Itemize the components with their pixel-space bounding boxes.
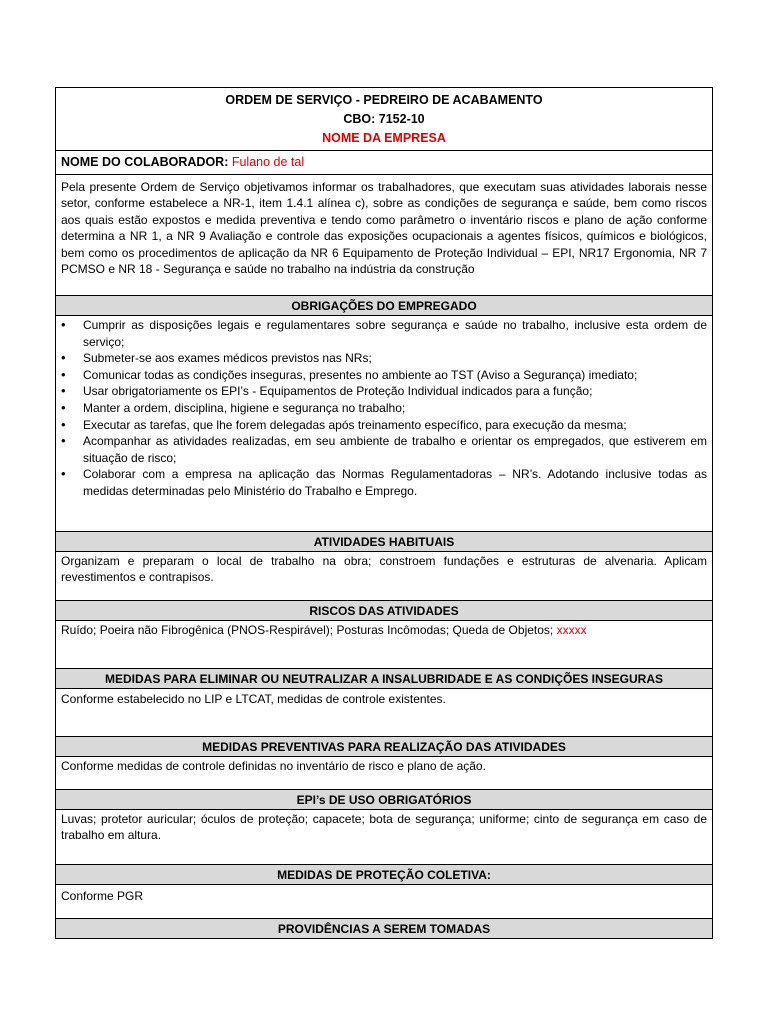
collaborator-row <box>55 150 713 174</box>
collaborator-name: Fulano de tal <box>231 155 305 169</box>
list-item: • Acompanhar as atividades realizadas, em seu ambiente de trabalho e orientar os empregados, que estiverem em situação de risco; <box>83 433 707 466</box>
epi-heading: EPI’s DE USO OBRIGATÓRIOS <box>55 789 713 809</box>
activities-heading: ATIVIDADES HABITUAIS <box>55 531 713 551</box>
company-name: NOME DA EMPRESA <box>322 131 446 145</box>
risks-extra: xxxxx <box>556 623 587 637</box>
service-order-document <box>55 87 713 939</box>
list-item: • Cumprir as disposições legais e regulamentares sobre segurança e saúde no trabalho, inclusive esta ordem de serviço; <box>83 317 707 350</box>
document-header <box>55 87 713 150</box>
list-item: • Submeter-se aos exames médicos previstos nas NRs; <box>83 350 707 367</box>
risks-text: Ruído; Poeira não Fibrogênica (PNOS-Respirável); Posturas Incômodas; Queda de Objetos; <box>61 623 554 637</box>
document-title: ORDEM DE SERVIÇO - PEDREIRO DE ACABAMENTO <box>225 93 543 107</box>
eliminate-measures-text: Conforme estabelecido no LIP e LTCAT, medidas de controle existentes. <box>55 688 713 736</box>
eliminate-measures-heading: MEDIDAS PARA ELIMINAR OU NEUTRALIZAR A INSALUBRIDADE E AS CONDIÇÕES INSEGURAS <box>55 668 713 688</box>
list-item: • Comunicar todas as condições inseguras, presentes no ambiente ao TST (Aviso a Segurança) imediato; <box>83 367 707 384</box>
list-item: • Manter a ordem, disciplina, higiene e segurança no trabalho; <box>83 400 707 417</box>
obligations-heading: OBRIGAÇÕES DO EMPREGADO <box>55 295 713 315</box>
epi-text: Luvas; protetor auricular; óculos de proteção; capacete; bota de segurança; uniforme; cinto de segurança em caso de trabalho em altura. <box>55 809 713 864</box>
list-item: • Usar obrigatoriamente os EPI’s - Equipamentos de Proteção Individual indicados para a função; <box>83 383 707 400</box>
list-item: • Colaborar com a empresa na aplicação das Normas Regulamentadoras – NR’s. Adotando inclusive todas as medidas determinadas pelo Ministério do Trabalho e Emprego. <box>83 466 707 499</box>
risks-heading: RISCOS DAS ATIVIDADES <box>55 600 713 620</box>
risks-section <box>55 620 713 668</box>
collective-protection-heading: MEDIDAS DE PROTEÇÃO COLETIVA: <box>55 864 713 884</box>
obligations-section <box>55 315 713 531</box>
activities-text: Organizam e preparam o local de trabalho na obra; constroem fundações e estruturas de alvenaria. Aplicam revestimentos e contrapisos. <box>55 551 713 600</box>
obligations-list <box>56 317 712 500</box>
providences-heading: PROVIDÊNCIAS A SEREM TOMADAS <box>55 918 713 939</box>
preventive-measures-heading: MEDIDAS PREVENTIVAS PARA REALIZAÇÃO DAS ATIVIDADES <box>55 736 713 756</box>
preventive-measures-text: Conforme medidas de controle definidas no inventário de risco e plano de ação. <box>55 756 713 789</box>
list-item: • Executar as tarefas, que lhe forem delegadas após treinamento específico, para execução da mesma; <box>83 417 707 434</box>
collective-protection-text: Conforme PGR <box>55 884 713 918</box>
collaborator-label: NOME DO COLABORADOR: <box>61 155 229 169</box>
cbo-code: CBO: 7152-10 <box>343 112 425 126</box>
intro-text: Pela presente Ordem de Serviço objetivamos informar os trabalhadores, que executam suas atividades laborais nesse setor, conforme estabelece a NR-1, item 1.4.1 alínea c), sobre as condições de segurança e saúde, bem como riscos aos quais estão expostos e medida preventiva e tendo como parâmetro o inventário riscos e plano de ação conforme determina a NR 1, a NR 9 Avaliação e controle das exposições ocupacionais a agentes físicos, químicos e biológicos, bem como os procedimentos de aplicação da NR 6 Equipamento de Proteção Individual – EPI, NR17 Ergonomia, NR 7 PCMSO e NR 18 - Segurança e saúde no trabalho na indústria da construção <box>55 174 713 295</box>
